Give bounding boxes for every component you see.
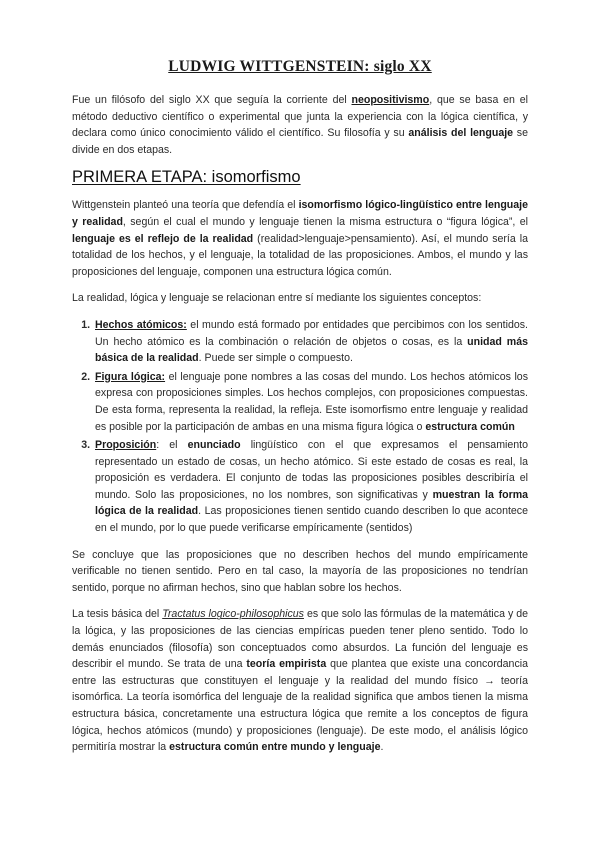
concept-term: Proposición [95, 439, 157, 452]
concept-term: Hechos atómicos: [95, 318, 187, 331]
text: (realidad>lenguaje>pensamiento). Así, el mundo sería la totalidad de los hechos, y el lenguaje, la totalidad de las proposiciones. Ambos, el mundo y las proposiciones del lenguaje, componen una estructura lógica común. [72, 232, 529, 278]
text: , según el cual el mundo y lenguaje tienen la misma estructura o “figura lógica”, el [122, 215, 528, 228]
text: , que se basa en el método deductivo científico o experimental que junta la experiencia con la lógica científica, y declara como único conocimiento válido el científico. Su filosofía y su [72, 94, 528, 140]
text: el lenguaje pone nombres a las cosas del mundo. Los hechos atómicos los expresa con proposiciones simples. Los hechos complejos, con proposiciones compuestas. De esta forma, representa la realidad, la refleja. Este isomorfismo entre lenguaje y realidad es posible por la participación de ambas en una misma figura lógica o [95, 370, 528, 433]
text: Fue un filósofo del siglo XX que seguía la corriente del [72, 94, 352, 106]
text: Wittgenstein planteó una teoría que defendía el [72, 199, 299, 212]
text: que plantea que existe una concordancia entre las estructuras que constituyen el lenguaje y la realidad del mundo físico → teoría isomórfica. La teoría isomórfica del lenguaje de la realidad significa que ambos tienen la misma estructura básica, concretamente una estructura lógica que remite a los conceptos de figura lógica, hechos atómicos (mundo) y proposiciones (lenguaje). De este modo, el análisis lógico permitiría mostrar la [72, 658, 528, 754]
intro-paragraph [72, 92, 528, 158]
text: lingüístico con el que expresamos el pensamiento representado un estado de cosas, un hecho atómico. Si este estado de cosas es real, la proposición es verdadera. El conjunto de todas las proposiciones posibles describiría el mundo. Solo las proposiciones, no los nombres, son significativas y [95, 439, 528, 501]
bold-text: muestran la forma lógica de la realidad [95, 488, 529, 518]
isomorfismo-paragraph [72, 197, 528, 280]
tractatus-paragraph [72, 606, 528, 755]
book-title: Tractatus logico-philosophicus [162, 608, 304, 621]
concept-term: Figura lógica: [95, 370, 166, 383]
list-item [93, 369, 528, 435]
bold-text: enunciado [187, 439, 241, 452]
concepts-intro-paragraph: La realidad, lógica y lenguaje se relacionan entre sí mediante los siguientes conceptos: [72, 292, 482, 305]
text: La tesis básica del [72, 608, 163, 621]
list-item [93, 437, 528, 537]
bold-text: unidad más básica de la realidad [95, 335, 528, 365]
text: . Las proposiciones tienen sentido cuando describen lo que acontece en el mundo, por lo que puede verificarse empíricamente (sentidos) [95, 505, 528, 535]
term-teoria-empirista: teoría empirista [246, 658, 327, 671]
text: . Puede ser simple o compuesto. [198, 352, 353, 365]
text: es que solo las fórmulas de la matemática y de la lógica, y las proposiciones de las ciencias empíricas pueden tener pleno sentido. Todo lo demás enunciados (filosofía) son conceptuados como absurdos. La función del lenguaje es describir el mundo. Se trata de una [72, 608, 528, 671]
bold-text: estructura común [425, 420, 515, 433]
conclusion-paragraph: Se concluye que las proposiciones que no describen hechos del mundo empíricamente verificable no tienen sentido. Pero en tal caso, la mayoría de las proposiciones no tendrían sentido, porque no afirman hechos, sino que hablan sobre los hechos. [72, 548, 528, 594]
document-title: LUDWIG WITTGENSTEIN: siglo XX [168, 58, 432, 75]
term-reflejo: lenguaje es el reflejo de la realidad [72, 232, 254, 245]
term-isomorfismo: isomorfismo lógico-lingüístico entre lenguaje y realidad [72, 199, 528, 228]
section-heading: PRIMERA ETAPA: isomorfismo [72, 168, 301, 187]
text: . [380, 741, 384, 754]
term-neopositivismo: neopositivismo [351, 94, 430, 106]
text: : el [156, 439, 188, 452]
list-item [93, 317, 528, 367]
term-estructura-comun: estructura común entre mundo y lenguaje [169, 741, 381, 754]
concepts-list [72, 317, 528, 537]
text: se divide en dos etapas. [72, 127, 528, 156]
text: el mundo está formado por entidades que percibimos con los sentidos. Un hecho atómico es la combinación o relación de objetos o cosas, es la [95, 318, 529, 348]
term-analisis-lenguaje: análisis del lenguaje [408, 127, 514, 140]
